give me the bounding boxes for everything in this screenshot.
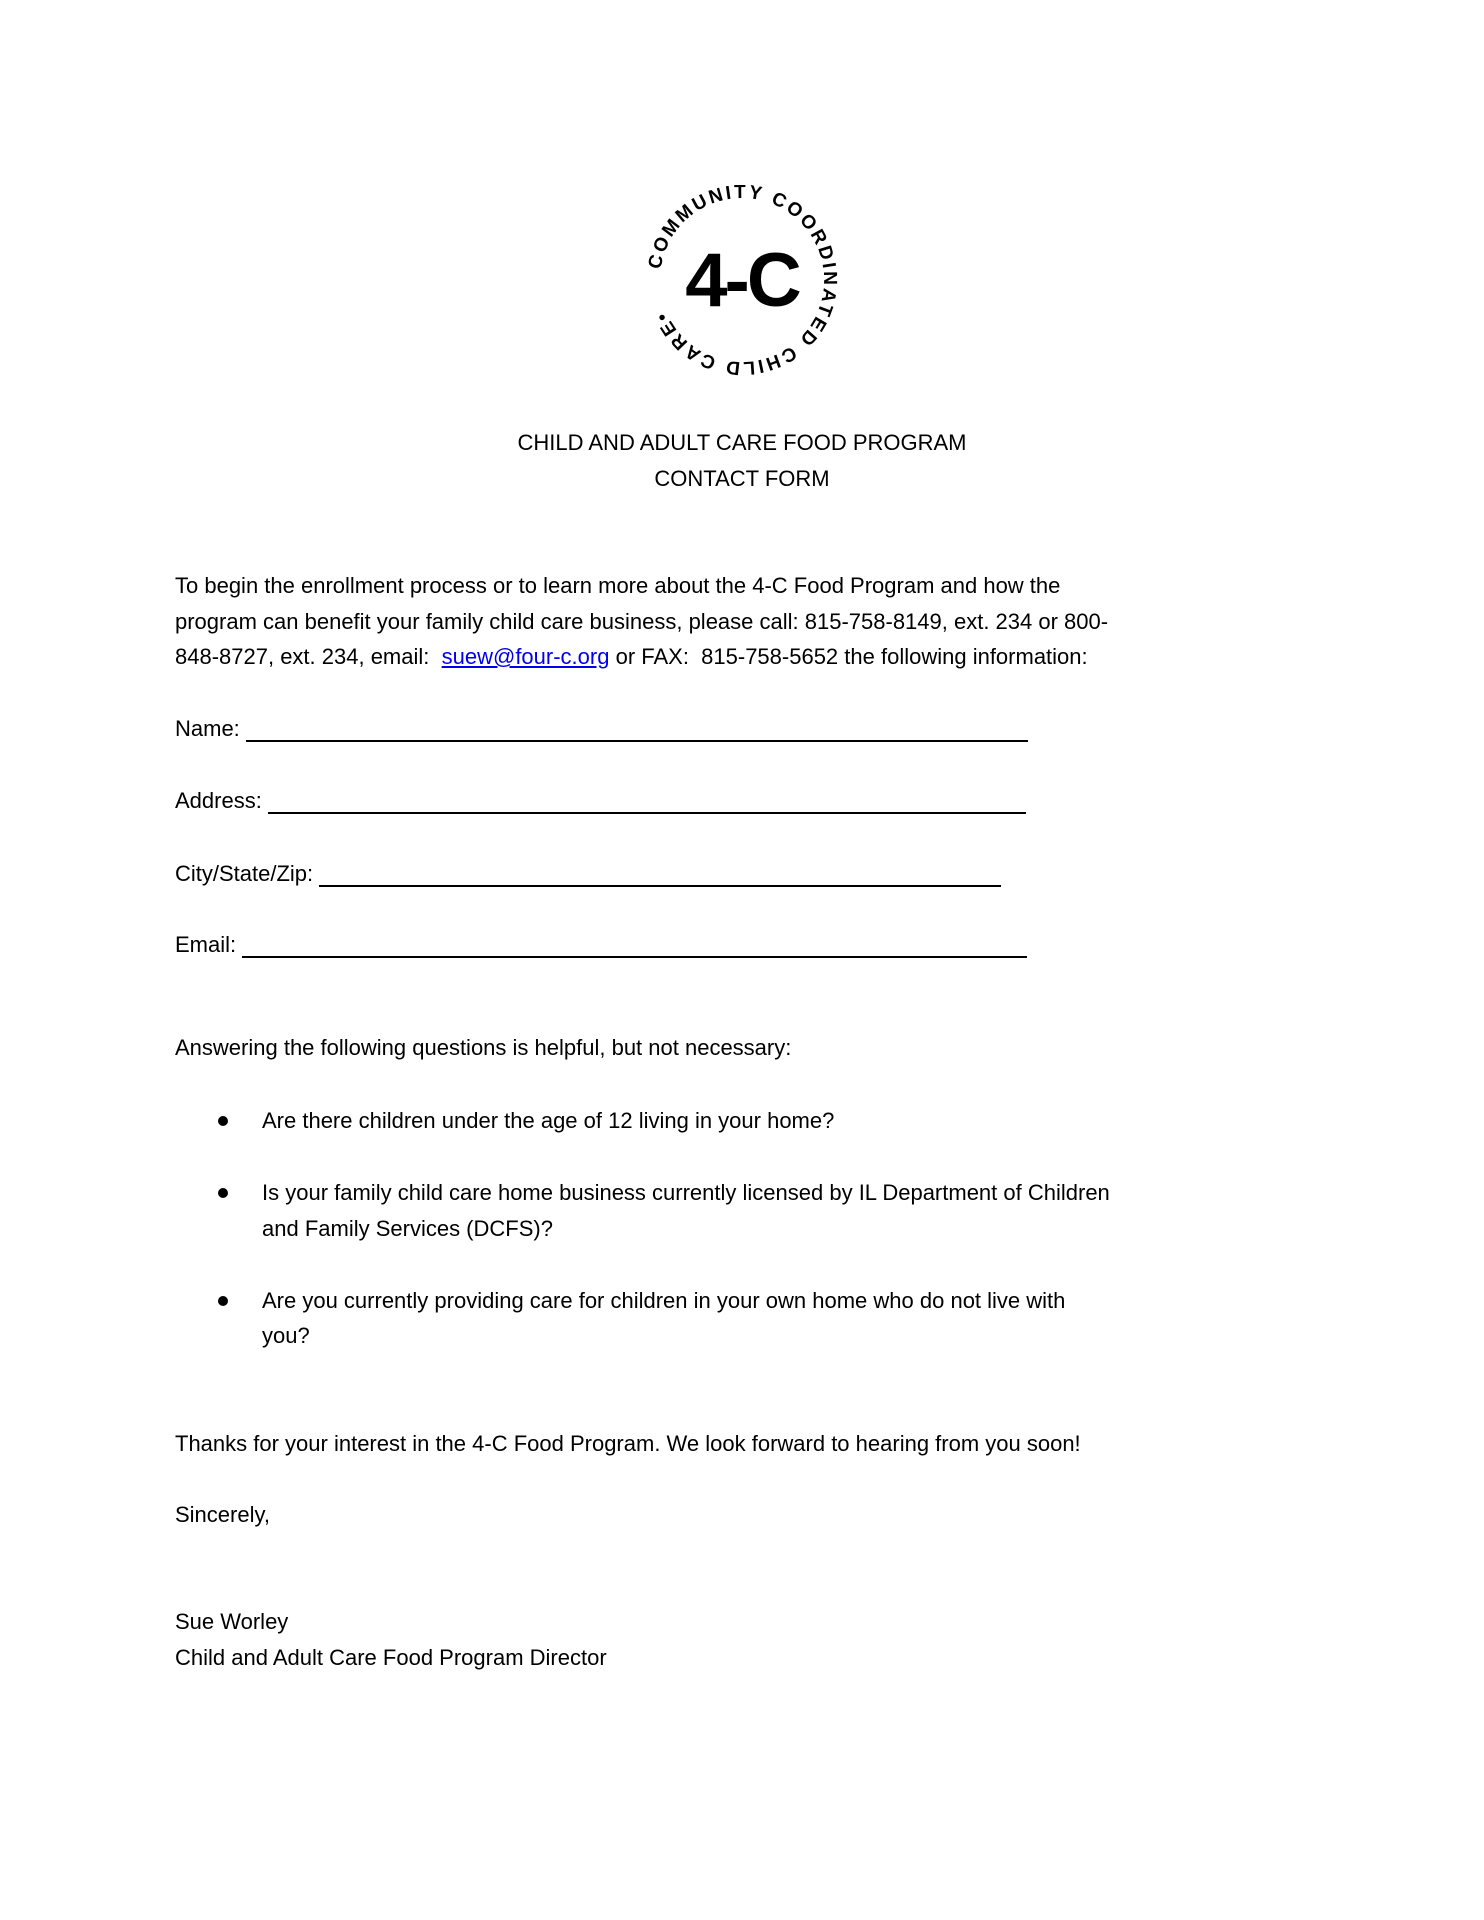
name-field[interactable] [175, 716, 1028, 742]
email-input-line[interactable] [242, 936, 1027, 958]
question-2-line-2: and Family Services (DCFS)? [262, 1216, 553, 1241]
salutation: Sincerely, [175, 1502, 270, 1527]
address-label: Address: [175, 788, 262, 813]
city-state-zip-input-line[interactable] [319, 865, 1001, 887]
email-label: Email: [175, 932, 237, 957]
address-input-line[interactable] [268, 792, 1026, 814]
closing-text: Thanks for your interest in the 4-C Food Program. We look forward to hearing from you soon! [175, 1431, 1081, 1456]
bullet-icon [218, 1116, 228, 1126]
name-input-line[interactable] [246, 720, 1028, 742]
intro-line-3-end: or FAX: 815-758-5652 the following information: [609, 644, 1088, 669]
intro-line-3 [175, 646, 1088, 668]
signer-name: Sue Worley [175, 1609, 289, 1634]
address-field[interactable] [175, 788, 1026, 814]
email-field[interactable] [175, 932, 1027, 958]
city-state-zip-field[interactable] [175, 861, 1001, 887]
logo-ring-text: COMMUNITY COORDINATED CHILD CARE• [644, 181, 841, 379]
intro-line-3-start: 848-8727, ext. 234, email: [175, 644, 442, 669]
title-line-1: CHILD AND ADULT CARE FOOD PROGRAM [517, 430, 967, 455]
title-line-2: CONTACT FORM [654, 466, 830, 491]
question-3-line-2: you? [262, 1323, 310, 1348]
intro-line-2: program can benefit your family child care business, please call: 815-758-8149, ext. 234 or 800- [175, 609, 1109, 634]
signer-title: Child and Adult Care Food Program Director [175, 1645, 607, 1670]
question-2-line-1: Is your family child care home business currently licensed by IL Department of Children [262, 1180, 1110, 1205]
name-label: Name: [175, 716, 240, 741]
city-state-zip-label: City/State/Zip: [175, 861, 314, 886]
bullet-icon [218, 1188, 228, 1198]
email-link[interactable]: suew@four-c.org [441, 644, 610, 669]
question-1: Are there children under the age of 12 living in your home? [262, 1108, 835, 1133]
intro-line-1: To begin the enrollment process or to learn more about the 4-C Food Program and how the [175, 573, 1061, 598]
question-3-line-1: Are you currently providing care for children in your own home who do not live with [262, 1288, 1066, 1313]
4c-logo [637, 175, 847, 385]
logo-center-text: 4-C [685, 238, 799, 323]
bullet-icon [218, 1296, 228, 1306]
questions-intro: Answering the following questions is helpful, but not necessary: [175, 1035, 792, 1060]
